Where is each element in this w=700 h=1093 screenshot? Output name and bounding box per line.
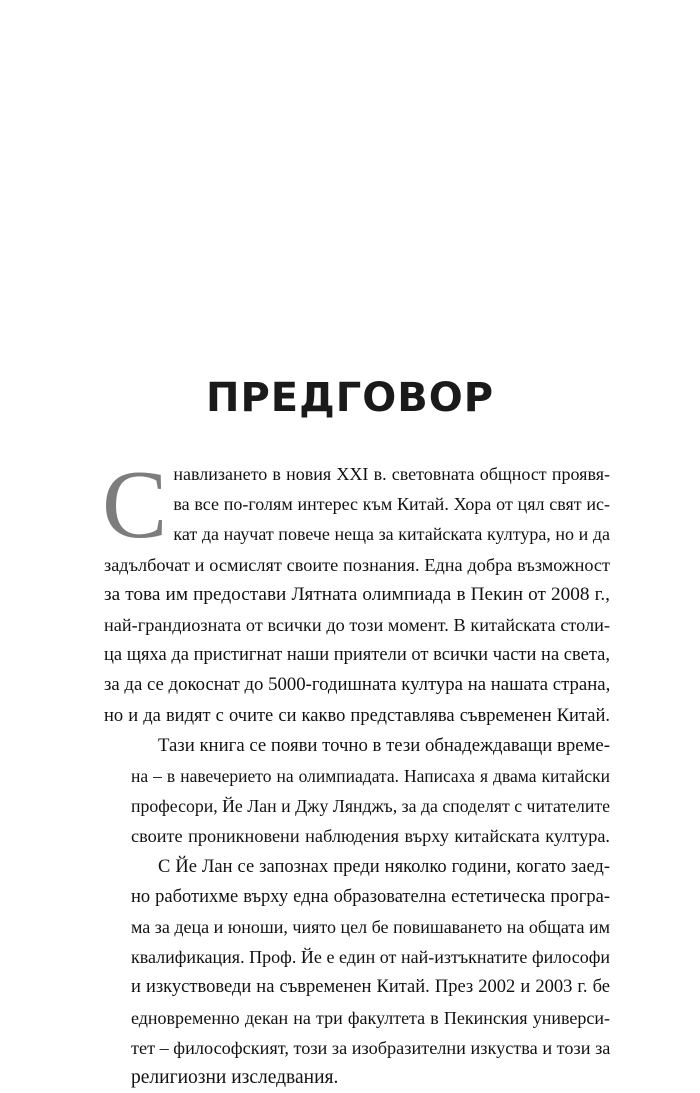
paragraph-1 [102,451,611,731]
text-line: за да се докоснат до 5000-годишната култура на нашата страна, [104,674,611,696]
text-line: религиозни изследвания. [131,1067,339,1089]
text-line: навлизането в новия XXI в. световната общност проявя- [173,464,610,484]
text-line: ва все по-голям интерес към Китай. Хора от цял свят ис- [173,494,610,515]
text-line: за това им предостави Лятната олимпиада в Пекин от 2008 г., [104,583,610,605]
drop-cap: С [102,451,168,559]
text-line: своите проникновени наблюдения върху китайската култура. [131,826,610,847]
text-line: но и да видят с очите си какво представлява съвременен Китай. [104,705,610,726]
text-line: задълбочат и осмислят своите познания. Една добра възможност [104,554,610,575]
text-line: професори, Йе Лан и Джу Лянджъ, за да споделят с читателите [131,796,610,817]
body-text [102,451,611,1093]
text-line: на – в навечерието на олимпиадата. Написаха я двама китайски [131,766,610,787]
text-line: едновременно декан на три факултета в Пекинския универси- [131,1007,610,1028]
paragraph-3 [104,852,610,1093]
chapter-title: ПРЕДГОВОР [205,375,495,421]
text-line: но работихме върху една образователна естетическа програ- [131,886,610,907]
text-line: С Йе Лан се запознах преди няколко години, когато заед- [158,856,610,877]
paragraph-2 [104,731,610,852]
text-line: ма за деца и юноши, чиято цел бе повишаването на общата им [131,917,610,938]
text-line: Тази книга се появи точно в тези обнадеждаващи време- [158,734,610,756]
text-line: кат да научат повече неща за китайската култура, но и да [173,524,610,545]
text-line: ца щяха да пристигнат наши приятели от всички части на света, [104,645,610,666]
text-line: тет – философският, този за изобразителни изкуства и този за [131,1037,611,1058]
text-line: най-грандиозната от всички до този момент. В китайската столи- [104,615,610,636]
text-line: квалификация. Проф. Йе е един от най-изтъкнатите философи [131,947,610,968]
text-line: и изкуствоведи на съвременен Китай. През 2002 и 2003 г. бе [131,977,610,998]
